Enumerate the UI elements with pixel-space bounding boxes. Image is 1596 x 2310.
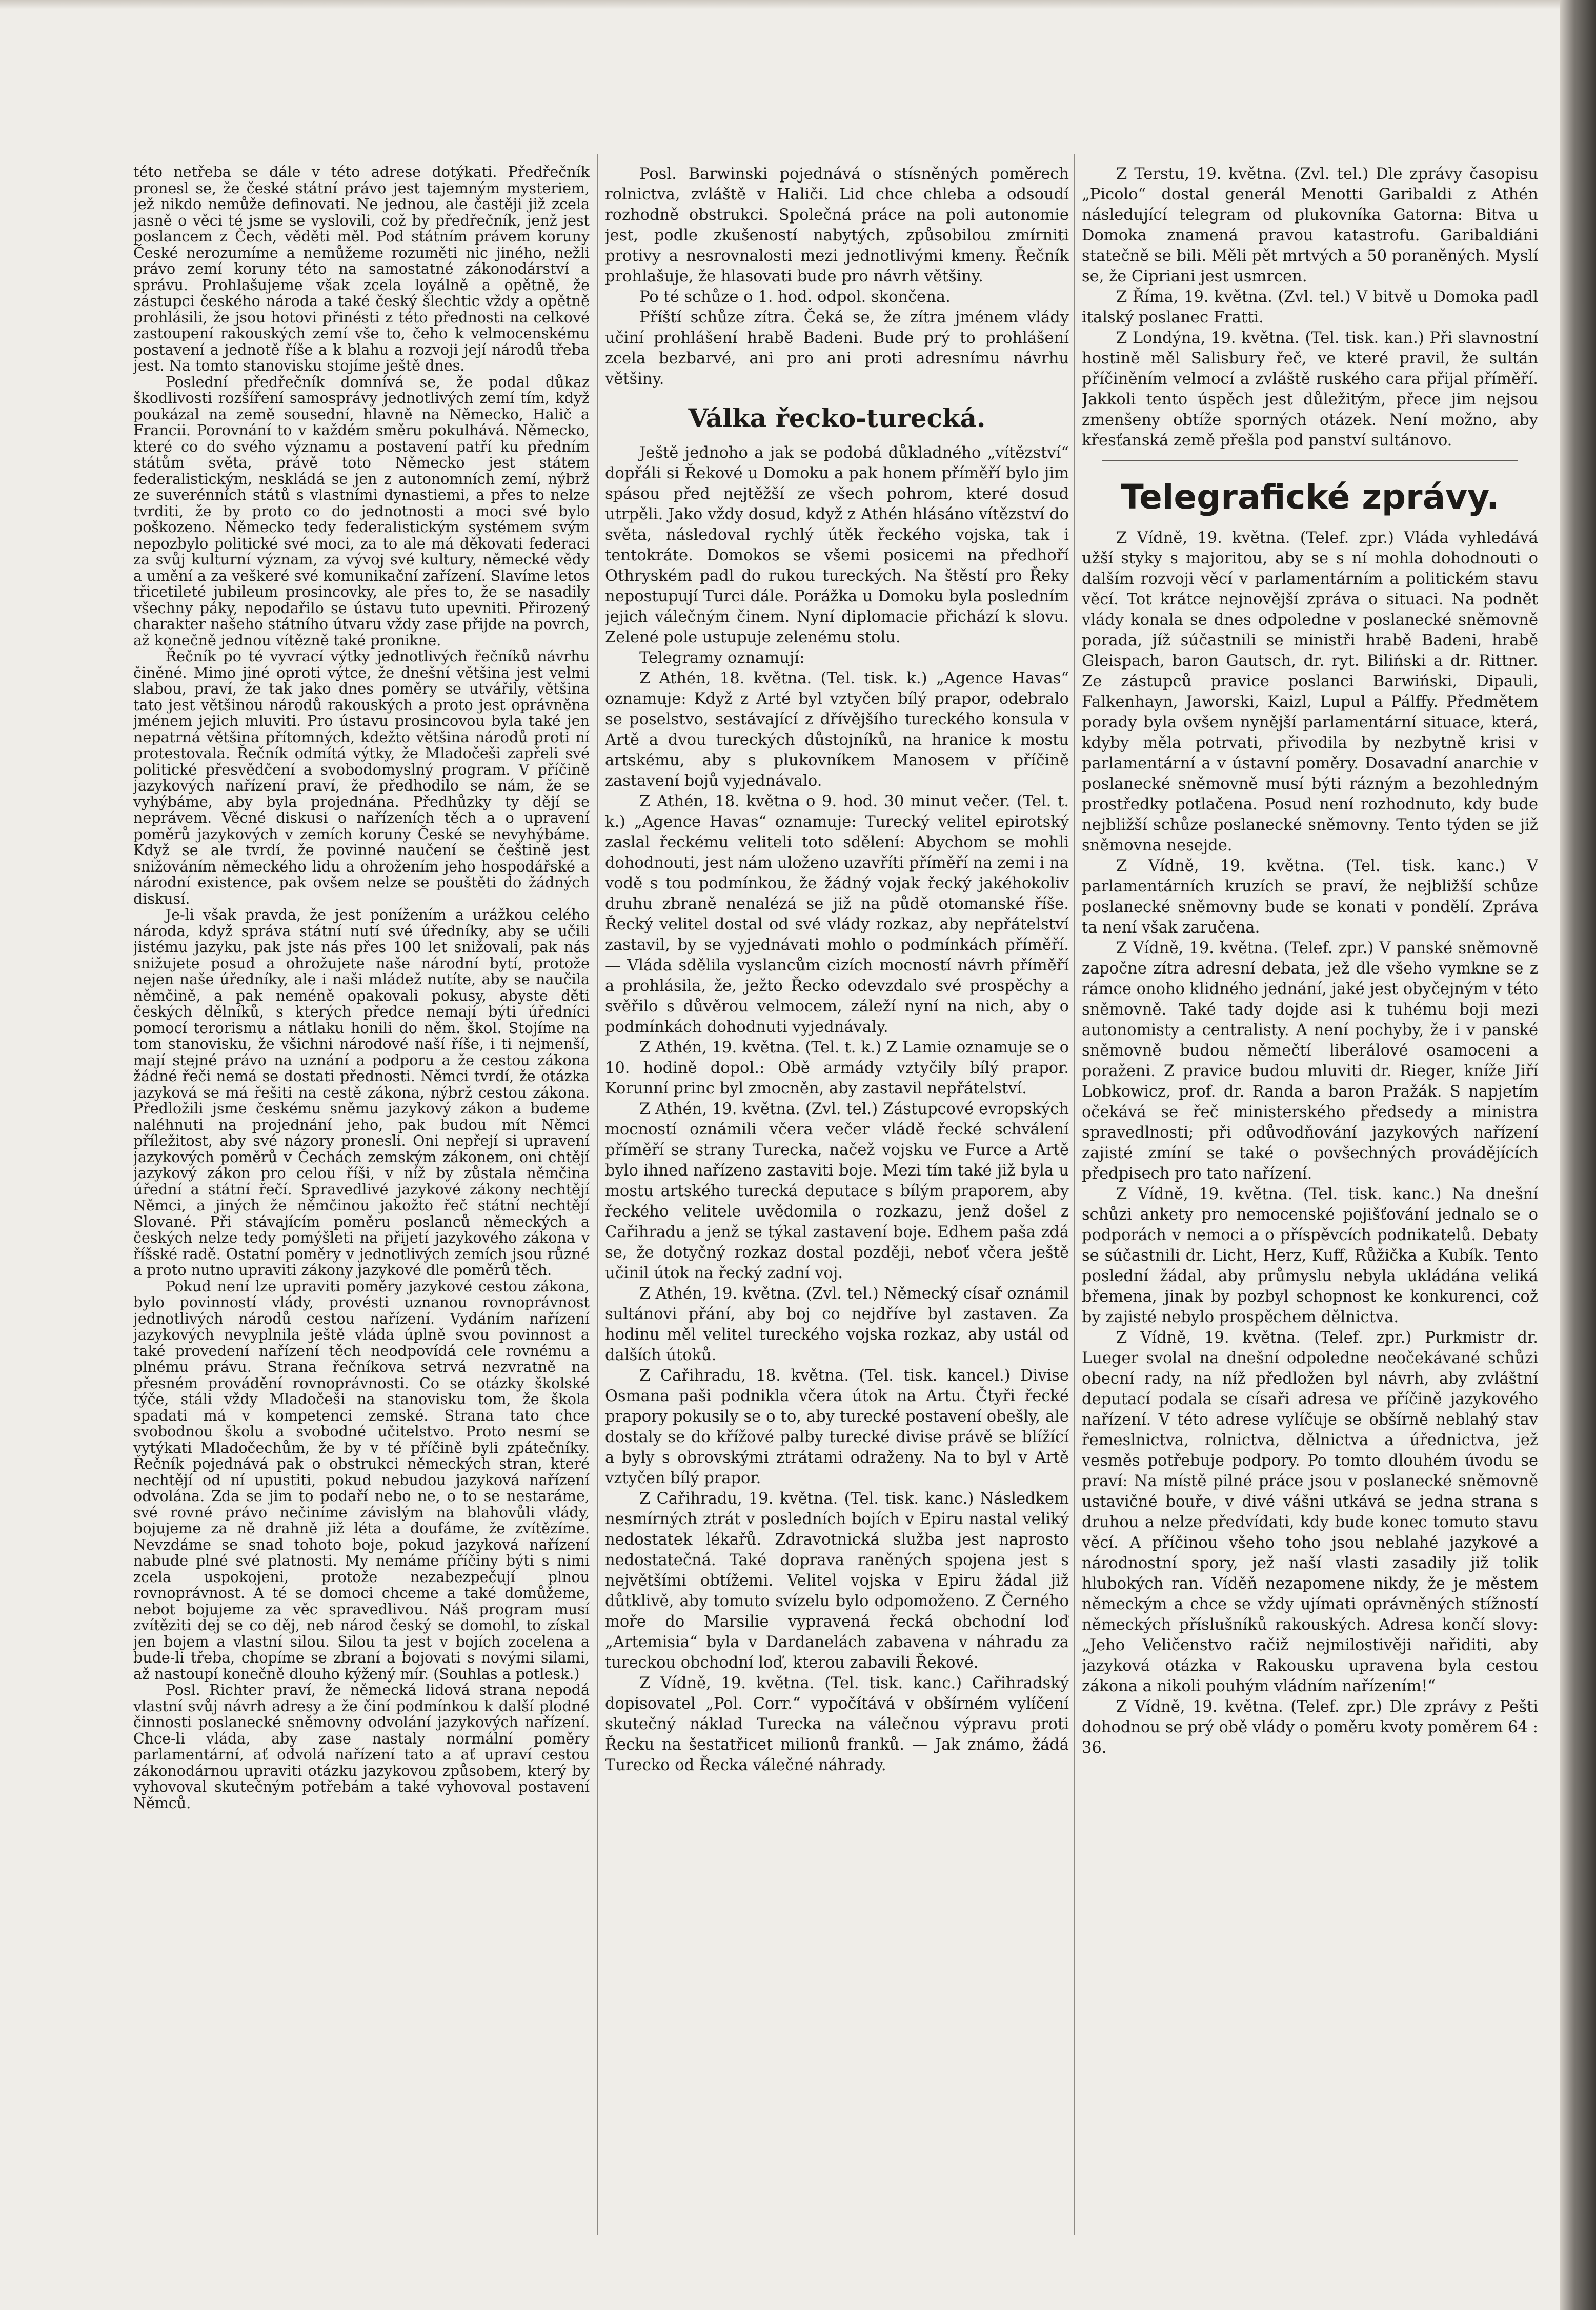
paragraph: této netřeba se dále v této adrese dotýkati. Předřečník pronesl se, že české státní právo jest tajemným mysteriem, jež nikdo nemůže definovati. Ne jednou, ale častěji již zcela jasně o věci té jsme se vyslovili, což by předřečník, jenž jest poslancem z Čech, věděti měl. Pod státním právem koruny České nerozumíme a nemůžeme rozuměti nic jiného, nežli právo zemí koruny této na samostatné zákonodárství a správu. Prohlašujeme však zcela loyálně a opětně, že zástupci českého národa a také český šlechtic vždy a opětně prohlásili, že jsou hotovi přinésti z této přednosti na celkové zastoupení rakouských zemí vše to, čeho k velmocenskému postavení a jednotě říše a k blahu a rozvoji její národů třeba jest. Na tomto stanovisku stojíme ještě dnes. <box>133 164 590 374</box>
telegram: Z Říma, 19. května. (Zvl. tel.) V bitvě u Domoka padl italský poslanec Fratti. <box>1082 288 1538 327</box>
column-telegrams <box>1082 164 1538 2264</box>
telegram: Z Terstu, 19. května. (Zvl. tel.) Dle zprávy časopisu „Picolo“ dostal generál Menotti Garibaldi z Athén následující telegram od plukovníka Gatorna: Bitva u Domoka znamená pravou katastrofu. Garibaldiáni statečně se bili. Měli pět mrtvých a 50 poraněných. Myslí se, že Cipriani jest usmrcen. <box>1082 165 1538 286</box>
telegram: Z Vídně, 19. května. (Telef. zpr.) Purkmistr dr. Lueger svolal na dnešní odpoledne neočekávané schůzi obecní rady, na níž předložen byl návrh, aby zvláštní deputací podala se císaři adresa ve příčině jazykového nařízení. V této adrese vylíčuje se obšírně neblahý stav řemeslnictva, rolnictva, dělnictva a úřednictva, jež vesměs potřebuje podpory. Po tomto dlouhém úvodu se praví: Na místě pilné práce jsou v poslanecké sněmovně ustavičné bouře, v divé vášni utkává se jedna strana s druhou a nelze předvídati, kdy bude konec tomuto stavu věcí. A příčinou všeho toho jsou neblahé jazykové a národnostní spory, jež naší vlasti zasadily již tolik hlubokých ran. Víděň nezapomene nikdy, že je městem německým a chce se vždy ujímati oprávněných stížností německých příslušníků rakouských. Adresa končí slovy: „Jeho Veličenstvo račiž nejmilostivěji nařiditi, aby jazyková otázka v Rakousku upravena byla cestou zákona a nikoli pouhým vládním nařízením!“ <box>1082 1329 1538 1695</box>
telegram: Z Vídně, 19. května. (Telef. zpr.) Dle zprávy z Pešti dohodnou se prý obě vlády o poměru kvoty poměrem 64 : 36. <box>1082 1698 1538 1757</box>
section-heading-telegrams: Telegrafické zprávy. <box>1120 477 1500 517</box>
telegram: Z Vídně, 19. května. (Telef. zpr.) Vláda vyhledává užší styky s majoritou, aby se s ní mohla dohodnouti o dalším rozvoji věcí v parlamentárním a politickém stavu věcí. Tot krátce nejnovější zpráva o situaci. Na podnět vlády konala se dnes odpoledne v poslanecké sněmovně porada, jíž súčastnili se ministři hrabě Badeni, hrabě Gleispach, baron Gautsch, dr. ryt. Biliński a dr. Rittner. Ze zástupců pravice poslanci Barwiński, Dipauli, Falkenhayn, Jaworski, Kaizl, Lupul a Pálffy. Předmětem porady byla ovšem nynější parlamentární situace, která, kdyby měla potrvati, přivodila by nezbytně krisi v parlamentární a v ústavní poměry. Dosavadní anarchie v poslanecké sněmovně musí býti rázným a bezohledným prostředky potlačena. Posud není rozhodnuto, kdy bude nejbližší schůze poslanecké sněmovny. Tento týden se již sněmovna nesejde. <box>1082 529 1538 855</box>
telegram: Z Vídně, 19. května. (Tel. tisk. kanc.) V parlamentárních kruzích se praví, že nejbližší schůze poslanecké sněmovny bude se konati v pondělí. Zpráva ta není však zaručena. <box>1082 857 1538 937</box>
paragraph: Poslední předřečník domnívá se, že podal důkaz škodlivosti rozšíření samosprávy jednotlivých zemí tím, když poukázal na země sousední, hlavně na Německo, Halič a Francii. Porovnání to v každém směru pokulhává. Německo, které co do svého významu a postavení patří ku předním státům světa, právě toto Německo jest státem federalistickým, neskládá se jen z autonomních zemí, nýbrž ze suverénních států s vlastními dynastiemi, a přes to nelze tvrditi, že by proto co do jednotnosti a moci své bylo poškozeno. Německo tedy federalistickým systémem svým nepozbylo politické své moci, za to ale má děkovati federaci za svůj kulturní význam, za vývoj své kultury, německé vědy a umění a za veškeré své komunikační zařízení. Slavíme letos třicetileté jubileum prosincovky, ale přes to, že se nasadily všechny páky, nepodařilo se ústavu tuto upevniti. Přirozený charakter našeho státního útvaru vždy zase přijde na povrch, až konečně jednou vítězně také pronikne. <box>133 373 590 649</box>
telegram: Z Athén, 18. května o 9. hod. 30 minut večer. (Tel. t. k.) „Agence Havas“ oznamuje: Turecký velitel epirotský zaslal řeckému veliteli toto sdělení: Abychom se mohli dohodnouti, jest nám uloženo uzavříti příměří na zemi i na vodě s tou podmínkou, že žádný vojak řecký jakéhokoliv druhu zbraně nenalézá se již na půdě otomanské říše. Řecký velitel dostal od své vlády rozkaz, aby nepřátelství zastavil, by se vyjednávati mohlo o podmínkách příměří. — Vláda sdělila vyslancům cizích mocností návrh příměří a prohlásila, že, ježto Řecko odevzdalo své prospěchy a svěřilo s důvěrou velmocem, záleží nyní na nich, aby o podmínkách dohodnuti vyjednávaly. <box>605 793 1069 1036</box>
column-war-news <box>605 164 1069 2264</box>
telegram: Z Vídně, 19. května. (Telef. zpr.) V panské sněmovně započne zítra adresní debata, jež dle všeho vymkne se z rámce onoho klidného jednání, jaké jest obyčejným v této sněmovně. Také tady dojde asi k tuhému boji mezi autonomisty a centralisty. A není pochyby, že i v panské sněmovně budou němečtí liberálové osamoceni a poraženi. Z pravice budou mluviti dr. Rieger, kníže Jiří Lobkowicz, prof. dr. Randa a baron Pražák. S napjetím očekává se řeč ministerského předsedy a ministra spravedlnosti; při odůvodňování jazykových nařízení zajisté zmíní se také o povšechných provádějících předpisech pro tato nařízení. <box>1082 939 1538 1183</box>
telegram: Z Cařihradu, 18. května. (Tel. tisk. kancel.) Divise Osmana paši podnikla včera útok na Artu. Čtyři řecké prapory pokusily se o to, aby turecké postavení obešly, ale dostaly se do křížové palby turecké divise právě se blížící a byly s obrovskými ztrátami odraženy. Na to byl v Artě vztyčen bílý prapor. <box>605 1367 1069 1487</box>
telegram: Z Athén, 18. května. (Tel. tisk. k.) „Agence Havas“ oznamuje: Když z Arté byl vztyčen bílý prapor, odebralo se poselstvo, sestávající z dřívějšího tureckého konsula v Artě a dvou tureckých důstojníků, na hranice k mostu artskému, aby s plukovníkem Manosem v příčině zastavení bojů vyjednávalo. <box>605 670 1069 790</box>
paragraph: Řečník po té vyvrací výtky jednotlivých řečníků návrhu činěné. Mimo jiné oproti výtce, že dnešní většina jest velmi slabou, praví, že tak jako dnes poměry se utvářily, většina tato jest většinou národů rakouských a proto jest oprávněna jménem jejich mluviti. Pro ústavu prosincovou byla také jen nepatrná většina přítomných, kdežto většina národů proti ní protestovala. Řečník odmítá výtky, že Mladočeši zapřeli své politické přesvědčení a svobodomyslný program. V příčině jazykových nařízení praví, že předhodilo se nám, že se vyhýbáme, aby byla projednána. Předhůzky ty dějí se neprávem. Věcné diskusi o nařízeních těch a o upravení poměrů jazykových v zemích koruny České se nevyhýbáme. Když se ale tvrdí, že povinné naučení se češtině jest snižováním německého lidu a ohrožením jeho hospodářské a národní existence, pak ovšem nelze se pouštěti do žádných diskusí. <box>133 648 590 907</box>
telegram: Z Londýna, 19. května. (Tel. tisk. kan.) Při slavnostní hostině měl Salisbury řeč, ve které pravil, že sultán příčiněním velmocí a zvláště ruského cara přijal příměří. Jakkoli tento úspěch jest důležitým, přece jim nejsou zmenšeny obtíže sporných otázek. Není možno, aby křesťanská země přešla pod panství sultánovo. <box>1082 329 1538 450</box>
paragraph: Je-li však pravda, že jest ponížením a urážkou celého národa, když správa státní nutí své úředníky, aby se učili jistému jazyku, pak jste nás přes 100 let snižovali, pak nás snižujete posud a ohrožujete naše národní bytí, protože nejen naše úředníky, ale i naši mládež nutíte, aby se naučila němčině, a pak neméně opakovali pokusy, abyste děti českých dělníků, s kterých předce nemají býti úředníci pomocí terorismu a nátlaku honili do něm. škol. Stojíme na tom stanovisku, že všichni národové naší říše, i ti nejmenší, mají stejné právo na uznání a podporu a že cestou zákona žádné řeči nemá se dostati přednosti. Němci tvrdí, že otázka jazyková se má řešiti na cestě zákona, nýbrž cestou zákona. Předložili jsme českému sněmu jazykový zákon a budeme naléhnuti na projednání jeho, pak budou mít Němci příležitost, aby své názory pronesli. Oni nepřejí si upravení jazykových poměrů v Čechách zemským zákonem, oni chtějí jazykový zákon pro celou říši, v níž by zůstala němčina úřední a státní řečí. Spravedlivé jazykové zákony nechtějí Němci, a jiných že němčinou jakožto řeč státní nechtějí Slované. Při stávajícím poměru poslanců německých a českých nelze tedy pomýšleti na přijetí jazykového zákona v říšské radě. Ostatní poměry v jednotlivých zemích jsou různé a proto nutno upraviti zákony jazykové dle poměrů těch. <box>133 906 590 1279</box>
telegram: Z Vídně, 19. května. (Tel. tisk. kanc.) Na dnešní schůzi ankety pro nemocenské pojišťování jednalo se o podporách v nemoci a o příspěvcích podnikatelů. Debaty se súčastnili dr. Licht, Herz, Kuff, Růžička a Kubík. Tento poslední žádal, aby průmyslu nebyla ukládána veliká břemena, jinak by pozbyl schopnost ke konkurenci, což by zajisté nebylo prospěchem dělnictva. <box>1082 1185 1538 1326</box>
telegram: Z Cařihradu, 19. května. (Tel. tisk. kanc.) Následkem nesmírných ztrát v posledních bojích v Epiru nastal veliký nedostatek lékařů. Zdravotnická služba jest naprosto nedostatečná. Také doprava raněných spojena jest s největšími obtížemi. Velitel vojska v Epiru žádal již důtklivě, aby tomuto svízelu bylo odpomoženo. Z Černého moře do Marsilie vypravená řecká obchodní loď „Artemisia“ byla v Dardanelách zabavena v náhradu za tureckou obchodní loď, kterou zabavili Řekové. <box>605 1490 1069 1672</box>
paragraph: Po té schůze o 1. hod. odpol. skončena. <box>639 288 951 306</box>
column-divider-2 <box>1074 154 1075 2235</box>
column-parliament-debate <box>133 164 590 2264</box>
telegram: Z Vídně, 19. května. (Tel. tisk. kanc.) Cařihradský dopisovatel „Pol. Corr.“ vypočítává v obšírném vylíčení skutečný náklad Turecka na válečnou výpravu proti Řecku na šestatřicet milionů franků. — Jak známo, žádá Turecko od Řecka válečné náhrady. <box>605 1674 1069 1774</box>
telegram: Z Athén, 19. května. (Tel. t. k.) Z Lamie oznamuje se o 10. hodině dopol.: Obě armády vztyčily bílý prapor. Korunní princ byl zmocněn, aby zastavil nepřátelství. <box>605 1039 1069 1098</box>
paragraph: Telegramy oznamují: <box>639 649 805 667</box>
paragraph: Posl. Barwinski pojednává o stísněných poměrech rolnictva, zvláště v Haliči. Lid chce chleba a odsoudí rozhodně obstrukci. Společná práce na poli autonomie jest, podle zkušeností nabytých, způsobilou zmírniti protivy a nesrovnalosti mezi jednotlivými kmeny. Řečník prohlašuje, že hlasovati bude pro návrh většiny. <box>605 165 1069 286</box>
section-divider <box>1102 460 1518 461</box>
scan-shadow-top <box>0 0 1596 9</box>
paragraph: Pokud není lze upraviti poměry jazykové cestou zákona, bylo povinností vlády, provésti uznanou rovnoprávnost jednotlivých národů cestou nařízení. Vydáním nařízení jazykových nevyplnila ještě vláda úplně svou povinnost a také provedení nařízení těch neodpovídá cele rovnému a plnému právu. Strana řečníkova setrvá nezvratně na přesném provádění rovnoprávnosti. Co se otázky školské týče, stáli vždy Mladočeši na stanovisku tom, že škola spadati má v kompetenci zemské. Strana tato chce svobodnou školu a svobodné učitelstvo. Proto nesmí se vytýkati Mladočechům, že by v té příčině byli zpátečníky. Řečník pojednává pak o obstrukci německých stran, které nechtějí od ní upustiti, pokud nebudou jazyková nařízení odvolána. Zda se jim to podaří nebo ne, o to se nestaráme, své rovné právo nečiníme závislým na blahovůli vlády, bojujeme za ně drahně již léta a doufáme, že zvítězíme. Nevzdáme se snad tohoto boje, pokud jazyková nařízení nabude plné své platnosti. My nemáme příčiny býti s nimi zcela uspokojeni, protože nezabezpečují plnou rovnoprávnost. A té se domoci chceme a také domůžeme, nebot bojujeme za věc spravedlivou. Náš program musí zvítěziti dej se co děj, neb národ český se domohl, to získal jen bojem a vlastní silou. Silou ta jest v bojích zocelena a bude-li třeba, chopíme se zbraní a bojovati s novými silami, až nastoupí konečně dlouho kýžený mír. (Souhlas a potlesk.) <box>133 1278 590 1683</box>
section-heading-war: Válka řecko-turecká. <box>688 403 986 433</box>
paragraph: Posl. Richter praví, že německá lidová strana nepodá vlastní svůj návrh adresy a že činí podmínkou k další plodné činnosti poslanecké sněmovny odvolání jazykových nařízení. Chce-li vláda, aby zase nastaly normální poměry parlamentární, ať odvolá nařízení tato a ať upraví cestou zákonodárnou upraviti otázku jazykovou způsobem, který by vyhovoval skutečným potřebám a také vyhovoval postavení Němců. <box>133 1681 590 1812</box>
telegram: Z Athén, 19. května. (Zvl. tel.) Zástupcové evropských mocností oznámili včera večer vládě řecké schválení příměří se strany Turecka, načež vojsku ve Furce a Artě bylo ihned nařízeno zastaviti boje. Mezi tím také již byla u mostu artského turecká deputace s bílým praporem, aby řeckého velitele uvědomila o rozkazu, jenž došel z Cařihradu a jenž se týkal zastavení boje. Edhem paša zdá se, že dotyčný rozkaz dostal později, neboť včera ještě učinil útok na řecký zadní voj. <box>605 1100 1069 1282</box>
paragraph: Příští schůze zítra. Čeká se, že zítra jménem vlády učiní prohlášení hrabě Badeni. Bude prý to prohlášení zcela bezbarvé, ani pro ani proti adresnímu návrhu většiny. <box>605 309 1069 388</box>
scan-shadow-right <box>1560 0 1596 2310</box>
telegram: Z Athén, 19. května. (Zvl. tel.) Německý císař oznámil sultánovi přání, aby boj co nejdříve byl zastaven. Za hodinu měl velitel tureckého vojska rozkaz, aby ustál od dalších útoků. <box>605 1285 1069 1364</box>
paragraph: Ještě jednoho a jak se podobá důkladného „vítězství“ dopřáli si Řekové u Domoku a pak honem příměří bylo jim spásou před nejtěžší ze všech pohrom, které dosud utrpěli. Jako vždy dosud, když z Athén hlásáno vítězství do světa, následoval rychlý útěk řeckého vojska, tak i tentokráte. Domokos se všemi posicemi na předhoří Othryském padl do rukou tureckých. Na štěstí pro Řeky nepostupují Turci dále. Porážka u Domoku byla posledním jejich válečným činem. Nyní diplomacie přichází k slovu. Zelené pole ustupuje zelenému stolu. <box>605 444 1069 646</box>
column-divider-1 <box>597 154 598 2235</box>
